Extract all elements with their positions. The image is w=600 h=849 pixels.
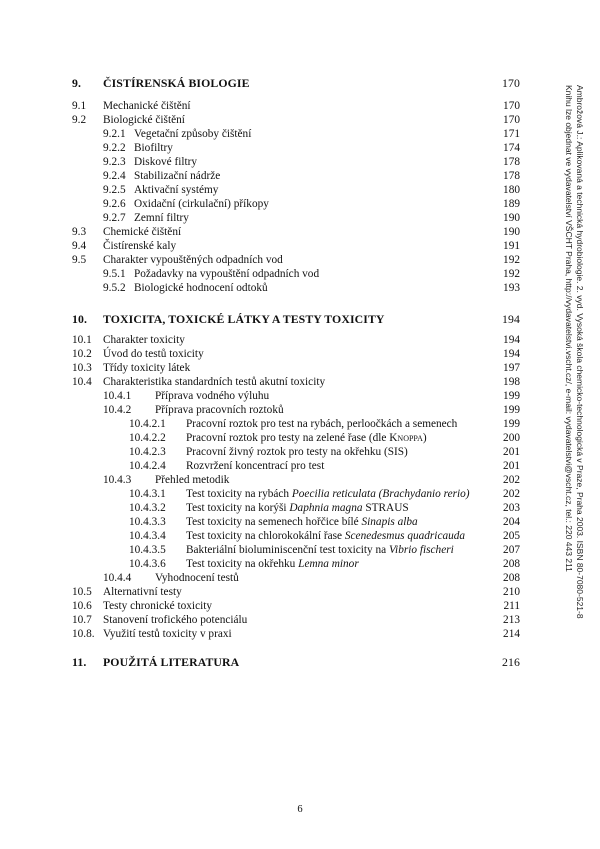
toc-entry-row [0, 445, 600, 459]
toc-entry-number: 10. [72, 312, 88, 326]
toc-entry-number: 10.4.2.1 [129, 418, 166, 430]
toc-entry-page: 194 [502, 312, 520, 326]
toc-entry-page: 216 [502, 655, 520, 669]
toc-title-part: Pracovní roztok pro testy na zelené řase (dle [186, 432, 390, 444]
toc-entry-title [186, 557, 359, 571]
toc-entry-page: 197 [503, 362, 520, 374]
toc-entry-number: 11. [72, 655, 87, 669]
toc-entry-row [0, 211, 600, 225]
toc-entry-page: 208 [503, 572, 520, 584]
toc-entry-row [0, 267, 600, 281]
toc-entry-row [0, 127, 600, 141]
toc-entry-number: 9.2.6 [103, 198, 126, 210]
toc-title-species: Vibrio fischeri [389, 544, 454, 556]
toc-title-part: Test toxicity na rybách [186, 488, 292, 500]
toc-entry-title: Požadavky na vypouštění odpadních vod [134, 268, 320, 280]
toc-entry-title: Aktivační systémy [134, 184, 219, 196]
toc-entry-page: 200 [503, 432, 520, 444]
toc-entry-number: 10.4.3.2 [129, 502, 166, 514]
toc-entry-number: 10.4.2 [103, 404, 132, 416]
toc-entry-number: 9.2 [72, 114, 87, 126]
toc-entry-title: Úvod do testů toxicity [103, 348, 204, 360]
toc-entry-page: 202 [503, 474, 520, 486]
toc-entry-title: Alternativní testy [103, 586, 182, 598]
toc-entry-row [0, 375, 600, 389]
toc-entry-page: 189 [503, 198, 520, 210]
toc-chapter-row [0, 76, 600, 90]
toc-entry-row [0, 183, 600, 197]
toc-entry-page: 191 [503, 240, 520, 252]
toc-entry-page: 213 [503, 614, 520, 626]
toc-entry-page: 174 [503, 142, 520, 154]
toc-entry-row [0, 515, 600, 529]
toc-entry-title: Biofiltry [134, 142, 173, 154]
toc-entry-page: 170 [503, 100, 520, 112]
toc-title-part: ) [422, 432, 427, 444]
toc-entry-title: Zemní filtry [134, 212, 189, 224]
toc-entry-row [0, 473, 600, 487]
toc-entry-row [0, 389, 600, 403]
toc-entry-number: 9.4 [72, 240, 87, 252]
toc-title-species: Sinapis alba [361, 516, 418, 528]
sidebar-citation: Ambrožová J.: Aplikovaná a technická hydrobiologie. 2. vyd. Vysoká škola chemicko-technologická v Praze, Praha 2003. ISBN 80-7080-521-8 [575, 85, 585, 619]
toc-chapter-row [0, 312, 600, 326]
toc-entry-page: 204 [503, 516, 520, 528]
toc-title-part: Test toxicity na semenech hořčice bílé [186, 516, 362, 528]
toc-entry-row [0, 599, 600, 613]
toc-entry-row [0, 417, 600, 431]
toc-entry-page: 180 [503, 184, 520, 196]
toc-entry-page: 210 [503, 586, 520, 598]
toc-entry-row [0, 141, 600, 155]
toc-entry-page: 178 [503, 156, 520, 168]
toc-entry-row [0, 333, 600, 347]
toc-entry-row [0, 627, 600, 641]
toc-entry-title: Biologické čištění [103, 114, 185, 126]
toc-entry-page: 202 [503, 488, 520, 500]
toc-entry-number: 10.4 [72, 376, 92, 388]
toc-entry-page: 199 [503, 404, 520, 416]
toc-entry-title: Stanovení trofického potenciálu [103, 614, 248, 626]
toc-chapter-row [0, 655, 600, 669]
toc-entry-title: Chemické čištění [103, 226, 182, 238]
toc-entry-number: 10.7 [72, 614, 92, 626]
toc-entry-title: Diskové filtry [134, 156, 198, 168]
toc-title-part: STRAUS [362, 502, 409, 514]
toc-entry-title: Mechanické čištění [103, 100, 191, 112]
toc-entry-page: 190 [503, 226, 520, 238]
toc-entry-row [0, 361, 600, 375]
toc-entry-row [0, 585, 600, 599]
toc-entry-number: 10.5 [72, 586, 92, 598]
toc-entry-title [186, 501, 409, 515]
toc-entry-title: Pracovní živný roztok pro testy na okřehku (SIS) [186, 446, 408, 458]
toc-entry-title: Třídy toxicity látek [103, 362, 191, 374]
toc-entry-page: 192 [503, 268, 520, 280]
toc-entry-title: Čistírenské kaly [103, 240, 177, 252]
toc-entry-row [0, 347, 600, 361]
toc-entry-number: 9.2.1 [103, 128, 126, 140]
toc-entry-number: 10.4.2.2 [129, 432, 166, 444]
toc-entry-page: 201 [503, 446, 520, 458]
toc-entry-row [0, 99, 600, 113]
toc-entry-title: Přehled metodik [155, 474, 230, 486]
toc-title-author: Knoppa [389, 432, 423, 444]
toc-entry-row [0, 571, 600, 585]
toc-entry-title: Využití testů toxicity v praxi [103, 628, 232, 640]
toc-entry-title [186, 431, 427, 445]
toc-entry-page: 192 [503, 254, 520, 266]
toc-entry-number: 9.5 [72, 254, 87, 266]
toc-entry-row [0, 431, 600, 445]
toc-entry-title: Vyhodnocení testů [155, 572, 239, 584]
toc-entry-number: 10.2 [72, 348, 92, 360]
toc-entry-row [0, 225, 600, 239]
toc-entry-page: 201 [503, 460, 520, 472]
toc-entry-row [0, 281, 600, 295]
toc-entry-page: 194 [503, 348, 520, 360]
toc-entry-title: TOXICITA, TOXICKÉ LÁTKY A TESTY TOXICITY [103, 312, 385, 326]
toc-entry-number: 10.4.3 [103, 474, 132, 486]
toc-title-species: Scenedesmus quadricauda [344, 530, 466, 542]
toc-entry-row [0, 197, 600, 211]
toc-entry-number: 9.2.4 [103, 170, 126, 182]
toc-entry-number: 9.2.5 [103, 184, 126, 196]
toc-entry-row [0, 113, 600, 127]
toc-entry-title: Rozvržení koncentrací pro test [186, 460, 325, 472]
toc-entry-page: 205 [503, 530, 520, 542]
toc-entry-number: 9.2.3 [103, 156, 126, 168]
toc-entry-page: 170 [503, 114, 520, 126]
toc-entry-row [0, 155, 600, 169]
toc-entry-number: 10.4.2.4 [129, 460, 166, 472]
toc-title-species: Lemna minor [298, 558, 359, 570]
toc-entry-title: Charakter toxicity [103, 334, 185, 346]
toc-entry-page: 193 [503, 282, 520, 294]
toc-entry-number: 9.1 [72, 100, 87, 112]
toc-title-part: Test toxicity na korýši [186, 502, 290, 514]
toc-entry-number: 10.3 [72, 362, 92, 374]
toc-entry-title [186, 515, 418, 529]
toc-entry-page: 198 [503, 376, 520, 388]
toc-entry-number: 9. [72, 76, 82, 90]
toc-entry-row [0, 543, 600, 557]
sidebar-order-info: Knihu lze objednat ve vydavatelství VŠCHT Praha, http://vydavatelstvi.vscht.cz/, e-mail: vydavatelstvi@vscht.cz, tel.: 220 443 211 [564, 85, 574, 572]
toc-entry-number: 10.4.1 [103, 390, 132, 402]
toc-entry-number: 10.4.3.5 [129, 544, 166, 556]
toc-entry-number: 9.5.2 [103, 282, 126, 294]
toc-entry-page: 190 [503, 212, 520, 224]
toc-entry-title: Pracovní roztok pro test na rybách, perloočkách a semenech [186, 418, 458, 430]
toc-entry-number: 9.2.2 [103, 142, 126, 154]
toc-entry-number: 10.4.3.3 [129, 516, 166, 528]
toc-entry-row [0, 501, 600, 515]
toc-entry-title: Charakter vypouštěných odpadních vod [103, 254, 283, 266]
toc-entry-title: Charakteristika standardních testů akutní toxicity [103, 376, 326, 388]
toc-title-part: Test toxicity na okřehku [186, 558, 299, 570]
toc-entry-title: Testy chronické toxicity [103, 600, 213, 612]
toc-entry-number: 9.5.1 [103, 268, 126, 280]
toc-entry-page: 170 [502, 76, 520, 90]
toc-title-part: Test toxicity na chlorokokální řase [186, 530, 345, 542]
toc-entry-title: POUŽITÁ LITERATURA [103, 655, 240, 669]
toc-entry-number: 9.3 [72, 226, 87, 238]
toc-entry-number: 9.2.7 [103, 212, 126, 224]
toc-entry-page: 194 [503, 334, 520, 346]
toc-entry-page: 211 [503, 600, 520, 612]
toc-entry-page: 207 [503, 544, 520, 556]
toc-entry-row [0, 613, 600, 627]
toc-entry-page: 214 [503, 628, 520, 640]
toc-entry-page: 208 [503, 558, 520, 570]
toc-entry-number: 10.4.3.1 [129, 488, 166, 500]
toc-entry-page: 199 [503, 390, 520, 402]
toc-entry-row [0, 253, 600, 267]
toc-entry-title [186, 529, 465, 543]
toc-entry-number: 10.4.2.3 [129, 446, 166, 458]
toc-entry-page: 178 [503, 170, 520, 182]
toc-entry-row [0, 487, 600, 501]
toc-entry-number: 10.4.4 [103, 572, 132, 584]
toc-entry-title: Stabilizační nádrže [134, 170, 221, 182]
toc-title-part: Bakteriální bioluminiscenční test toxicity na [186, 544, 389, 556]
toc-entry-title [186, 487, 470, 501]
toc-entry-row [0, 529, 600, 543]
toc-title-species: Daphnia magna [289, 502, 363, 514]
toc-entry-row [0, 403, 600, 417]
toc-entry-number: 10.1 [72, 334, 92, 346]
toc-entry-title [186, 543, 454, 557]
toc-entry-title: ČISTÍRENSKÁ BIOLOGIE [103, 76, 250, 90]
toc-entry-title: Oxidační (cirkulační) příkopy [134, 198, 269, 210]
toc-entry-number: 10.4.3.6 [129, 558, 166, 570]
toc-entry-number: 10.4.3.4 [129, 530, 166, 542]
page-number: 6 [297, 804, 303, 815]
toc-entry-number: 10.6 [72, 600, 92, 612]
toc-entry-row [0, 239, 600, 253]
toc-entry-row [0, 459, 600, 473]
toc-entry-page: 199 [503, 418, 520, 430]
toc-entry-row [0, 557, 600, 571]
toc-entry-row [0, 169, 600, 183]
toc-entry-page: 171 [503, 128, 520, 140]
toc-title-species: Poecilia reticulata (Brachydanio rerio) [291, 488, 470, 500]
toc-entry-title: Biologické hodnocení odtoků [134, 282, 268, 294]
toc-entry-title: Příprava vodného výluhu [155, 390, 270, 402]
toc-entry-number: 10.8. [72, 628, 95, 640]
publication-sidebar [540, 85, 590, 619]
toc-entry-page: 203 [503, 502, 520, 514]
toc-entry-title: Příprava pracovních roztoků [155, 404, 284, 416]
toc-entry-title: Vegetační způsoby čištění [134, 128, 252, 140]
